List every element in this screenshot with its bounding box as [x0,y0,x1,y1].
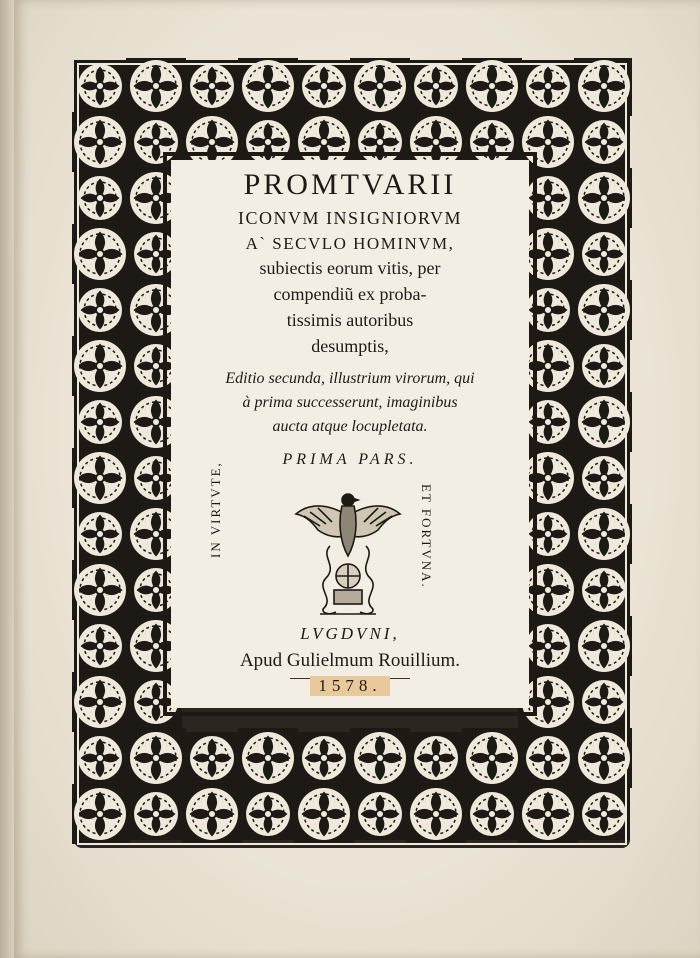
border-motif [578,116,630,168]
title-word-promtvarii: PROMTVARII [243,168,457,201]
border-motif [574,168,632,228]
border-motif [522,284,574,336]
title-line-compendiu: compendiũ ex proba- [273,284,427,304]
border-motif [72,112,130,172]
edition-line-3: aucta atque locupletata. [272,418,428,435]
border-motif [182,784,242,844]
border-motif [74,60,126,112]
border-motif [72,784,130,844]
border-motif [466,788,518,840]
border-motif [186,60,238,112]
title-line-tissimis: tissimis autoribus [286,310,414,330]
border-motif [298,732,350,784]
border-motif [126,728,186,788]
border-motif [462,728,522,788]
border-motif [186,732,238,784]
title-line-desumptis: desumptis, [311,336,389,356]
part-label: PRIMA PARS. [282,451,418,468]
border-motif [72,336,130,396]
border-motif [410,732,462,784]
eagle-on-globe-with-serpents-icon [290,486,406,622]
border-motif [72,560,130,620]
title-line-subiectis: subiectis eorum vitis, per [259,258,441,278]
border-motif [242,788,294,840]
border-motif [522,508,574,560]
border-motif [406,784,466,844]
border-motif [522,732,574,784]
border-motif [574,58,632,116]
border-motif [126,58,186,116]
border-motif [522,172,574,224]
border-motif [578,676,630,728]
border-motif [354,788,406,840]
edition-line-1: Editio secunda, illustrium virorum, qui [225,370,475,387]
title-line-secvlo: A` SECVLO HOMINVM, [245,234,455,253]
border-motif [72,224,130,284]
imprint-printer: Apud Gulielmum Rouillium. [239,650,461,671]
border-motif [74,172,126,224]
border-motif [74,284,126,336]
border-motif [298,60,350,112]
border-motif [462,58,522,116]
border-motif [578,228,630,280]
border-motif [238,58,298,116]
motto-left: IN VIRTVTE, [208,461,223,558]
border-motif [294,784,354,844]
border-motif [578,340,630,392]
border-motif [522,620,574,672]
border-motif [74,396,126,448]
border-motif [574,728,632,788]
border-motif [410,60,462,112]
border-motif [578,564,630,616]
imprint-year: 1578. [310,676,389,696]
border-motif [578,452,630,504]
book-spine-edge [0,0,14,958]
border-motif [72,448,130,508]
border-motif [74,620,126,672]
edition-line-2: à prima successerunt, imaginibus [242,394,458,411]
imprint-year-wrap [171,676,529,696]
border-motif [574,280,632,340]
border-motif [350,58,410,116]
border-motif [74,508,126,560]
border-motif [522,396,574,448]
motto-right: ET FORTVNA. [419,484,434,589]
border-motif [130,788,182,840]
border-motif [574,504,632,564]
border-motif [518,784,578,844]
border-motif [72,672,130,732]
imprint-city: LVGDVNI, [300,624,400,643]
border-motif [350,728,410,788]
title-line-iconvm: ICONVM INSIGNIORVM [237,208,463,228]
border-motif [74,732,126,784]
border-motif [574,616,632,676]
border-motif [522,60,574,112]
border-motif [578,788,630,840]
border-motif [238,728,298,788]
border-motif [574,392,632,452]
